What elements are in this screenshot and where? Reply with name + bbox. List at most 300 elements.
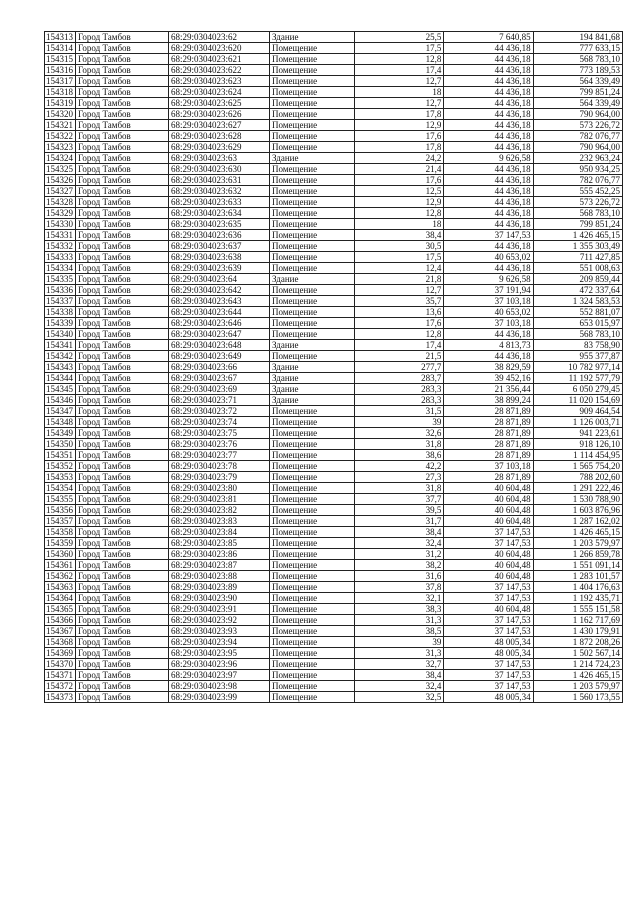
area-cell: 38,6 [355,450,444,461]
area-cell: 17,6 [355,175,444,186]
table-row [45,505,623,516]
cadastral-number-cell: 68:29:0304023:97 [169,670,270,681]
object-type-cell: Помещение [270,98,355,109]
row-number-cell: 154327 [45,186,76,197]
unit-value-cell: 48 005,34 [444,692,533,703]
object-type-cell: Помещение [270,428,355,439]
row-number-cell: 154326 [45,175,76,186]
area-cell: 17,5 [355,43,444,54]
locality-cell: Город Тамбов [76,626,169,637]
object-type-cell: Помещение [270,131,355,142]
row-number-cell: 154367 [45,626,76,637]
cadastral-number-cell: 68:29:0304023:91 [169,604,270,615]
table-row [45,296,623,307]
locality-cell: Город Тамбов [76,560,169,571]
area-cell: 31,2 [355,549,444,560]
area-cell: 21,8 [355,274,444,285]
unit-value-cell: 48 005,34 [444,637,533,648]
object-type-cell: Помещение [270,692,355,703]
cadastral-value-cell: 1 203 579,97 [533,538,622,549]
unit-value-cell: 40 604,48 [444,560,533,571]
row-number-cell: 154342 [45,351,76,362]
row-number-cell: 154368 [45,637,76,648]
cadastral-number-cell: 68:29:0304023:627 [169,120,270,131]
cadastral-value-cell: 1 355 303,49 [533,241,622,252]
object-type-cell: Помещение [270,208,355,219]
table-row [45,538,623,549]
object-type-cell: Помещение [270,230,355,241]
row-number-cell: 154333 [45,252,76,263]
object-type-cell: Помещение [270,593,355,604]
area-cell: 12,5 [355,186,444,197]
object-type-cell: Помещение [270,637,355,648]
cadastral-value-cell: 1 324 583,53 [533,296,622,307]
row-number-cell: 154319 [45,98,76,109]
unit-value-cell: 37 147,53 [444,626,533,637]
unit-value-cell: 28 871,89 [444,472,533,483]
table-row [45,230,623,241]
unit-value-cell: 44 436,18 [444,263,533,274]
cadastral-number-cell: 68:29:0304023:623 [169,76,270,87]
locality-cell: Город Тамбов [76,230,169,241]
locality-cell: Город Тамбов [76,483,169,494]
unit-value-cell: 44 436,18 [444,219,533,230]
unit-value-cell: 44 436,18 [444,54,533,65]
unit-value-cell: 37 147,53 [444,538,533,549]
table-row [45,406,623,417]
table-row [45,142,623,153]
cadastral-value-cell: 653 015,97 [533,318,622,329]
cadastral-number-cell: 68:29:0304023:75 [169,428,270,439]
object-type-cell: Помещение [270,439,355,450]
locality-cell: Город Тамбов [76,142,169,153]
unit-value-cell: 37 147,53 [444,615,533,626]
object-type-cell: Помещение [270,76,355,87]
unit-value-cell: 40 604,48 [444,483,533,494]
cadastral-value-cell: 568 783,10 [533,329,622,340]
row-number-cell: 154335 [45,274,76,285]
row-number-cell: 154313 [45,32,76,43]
table-row [45,164,623,175]
locality-cell: Город Тамбов [76,494,169,505]
cadastral-value-cell: 194 841,68 [533,32,622,43]
locality-cell: Город Тамбов [76,406,169,417]
locality-cell: Город Тамбов [76,32,169,43]
row-number-cell: 154337 [45,296,76,307]
cadastral-number-cell: 68:29:0304023:92 [169,615,270,626]
area-cell: 38,4 [355,527,444,538]
cadastral-number-cell: 68:29:0304023:86 [169,549,270,560]
cadastral-number-cell: 68:29:0304023:81 [169,494,270,505]
object-type-cell: Помещение [270,659,355,670]
table-row [45,582,623,593]
locality-cell: Город Тамбов [76,109,169,120]
locality-cell: Город Тамбов [76,351,169,362]
unit-value-cell: 37 147,53 [444,582,533,593]
locality-cell: Город Тамбов [76,43,169,54]
cadastral-number-cell: 68:29:0304023:74 [169,417,270,428]
cadastral-number-cell: 68:29:0304023:626 [169,109,270,120]
cadastral-number-cell: 68:29:0304023:63 [169,153,270,164]
area-cell: 13,6 [355,307,444,318]
cadastral-number-cell: 68:29:0304023:632 [169,186,270,197]
area-cell: 37,7 [355,494,444,505]
cadastral-number-cell: 68:29:0304023:637 [169,241,270,252]
locality-cell: Город Тамбов [76,604,169,615]
locality-cell: Город Тамбов [76,296,169,307]
row-number-cell: 154357 [45,516,76,527]
unit-value-cell: 44 436,18 [444,208,533,219]
area-cell: 17,6 [355,131,444,142]
area-cell: 283,7 [355,373,444,384]
locality-cell: Город Тамбов [76,637,169,648]
locality-cell: Город Тамбов [76,659,169,670]
area-cell: 18 [355,87,444,98]
row-number-cell: 154338 [45,307,76,318]
row-number-cell: 154356 [45,505,76,516]
table-row [45,428,623,439]
locality-cell: Город Тамбов [76,263,169,274]
unit-value-cell: 21 356,44 [444,384,533,395]
area-cell: 38,5 [355,626,444,637]
cadastral-value-cell: 1 555 151,58 [533,604,622,615]
table-row [45,373,623,384]
cadastral-value-cell: 782 076,77 [533,131,622,142]
row-number-cell: 154322 [45,131,76,142]
cadastral-value-cell: 1 565 754,20 [533,461,622,472]
object-type-cell: Помещение [270,197,355,208]
cadastral-number-cell: 68:29:0304023:631 [169,175,270,186]
object-type-cell: Здание [270,384,355,395]
unit-value-cell: 44 436,18 [444,109,533,120]
object-type-cell: Помещение [270,615,355,626]
row-number-cell: 154363 [45,582,76,593]
locality-cell: Город Тамбов [76,538,169,549]
area-cell: 12,7 [355,76,444,87]
object-type-cell: Здание [270,362,355,373]
row-number-cell: 154350 [45,439,76,450]
unit-value-cell: 39 452,16 [444,373,533,384]
locality-cell: Город Тамбов [76,197,169,208]
cadastral-number-cell: 68:29:0304023:83 [169,516,270,527]
unit-value-cell: 44 436,18 [444,241,533,252]
cadastral-number-cell: 68:29:0304023:94 [169,637,270,648]
cadastral-number-cell: 68:29:0304023:93 [169,626,270,637]
unit-value-cell: 37 103,18 [444,296,533,307]
unit-value-cell: 37 147,53 [444,681,533,692]
table-row [45,351,623,362]
cadastral-number-cell: 68:29:0304023:648 [169,340,270,351]
row-number-cell: 154320 [45,109,76,120]
area-cell: 31,3 [355,615,444,626]
cadastral-value-cell: 11 192 577,79 [533,373,622,384]
row-number-cell: 154360 [45,549,76,560]
area-cell: 25,5 [355,32,444,43]
object-type-cell: Здание [270,395,355,406]
cadastral-number-cell: 68:29:0304023:98 [169,681,270,692]
table-row [45,461,623,472]
cadastral-value-cell: 777 633,15 [533,43,622,54]
cadastral-number-cell: 68:29:0304023:646 [169,318,270,329]
cadastral-value-cell: 83 758,90 [533,340,622,351]
unit-value-cell: 28 871,89 [444,439,533,450]
cadastral-number-cell: 68:29:0304023:644 [169,307,270,318]
row-number-cell: 154339 [45,318,76,329]
cadastral-value-cell: 918 126,10 [533,439,622,450]
table-row [45,417,623,428]
table-row [45,659,623,670]
cadastral-number-cell: 68:29:0304023:635 [169,219,270,230]
cadastral-number-cell: 68:29:0304023:90 [169,593,270,604]
area-cell: 17,8 [355,109,444,120]
cadastral-value-cell: 564 339,49 [533,98,622,109]
object-type-cell: Помещение [270,252,355,263]
cadastral-number-cell: 68:29:0304023:638 [169,252,270,263]
locality-cell: Город Тамбов [76,571,169,582]
object-type-cell: Помещение [270,681,355,692]
area-cell: 17,4 [355,340,444,351]
cadastral-number-cell: 68:29:0304023:629 [169,142,270,153]
object-type-cell: Здание [270,32,355,43]
table-row [45,285,623,296]
cadastral-value-cell: 711 427,85 [533,252,622,263]
cadastral-value-cell: 10 782 977,14 [533,362,622,373]
table-row [45,307,623,318]
cadastral-number-cell: 68:29:0304023:84 [169,527,270,538]
locality-cell: Город Тамбов [76,395,169,406]
object-type-cell: Помещение [270,142,355,153]
table-row [45,175,623,186]
cadastral-value-cell: 232 963,24 [533,153,622,164]
cadastral-number-cell: 68:29:0304023:622 [169,65,270,76]
document-page [44,31,623,703]
locality-cell: Город Тамбов [76,329,169,340]
table-row [45,43,623,54]
locality-cell: Город Тамбов [76,516,169,527]
area-cell: 12,7 [355,285,444,296]
table-body [45,32,623,703]
cadastral-value-cell: 1 603 876,96 [533,505,622,516]
table-row [45,120,623,131]
row-number-cell: 154340 [45,329,76,340]
cadastral-value-cell: 1 203 579,97 [533,681,622,692]
locality-cell: Город Тамбов [76,274,169,285]
cadastral-number-cell: 68:29:0304023:71 [169,395,270,406]
object-type-cell: Помещение [270,307,355,318]
row-number-cell: 154323 [45,142,76,153]
row-number-cell: 154314 [45,43,76,54]
unit-value-cell: 28 871,89 [444,428,533,439]
cadastral-value-cell: 1 502 567,14 [533,648,622,659]
cadastral-number-cell: 68:29:0304023:625 [169,98,270,109]
unit-value-cell: 44 436,18 [444,175,533,186]
table-row [45,516,623,527]
locality-cell: Город Тамбов [76,76,169,87]
object-type-cell: Помещение [270,604,355,615]
object-type-cell: Здание [270,373,355,384]
table-row [45,593,623,604]
area-cell: 31,8 [355,439,444,450]
object-type-cell: Помещение [270,670,355,681]
locality-cell: Город Тамбов [76,692,169,703]
unit-value-cell: 9 626,58 [444,274,533,285]
unit-value-cell: 44 436,18 [444,98,533,109]
unit-value-cell: 37 147,53 [444,230,533,241]
cadastral-value-cell: 209 859,44 [533,274,622,285]
object-type-cell: Помещение [270,241,355,252]
row-number-cell: 154358 [45,527,76,538]
row-number-cell: 154362 [45,571,76,582]
cadastral-number-cell: 68:29:0304023:647 [169,329,270,340]
cadastral-value-cell: 1 430 179,91 [533,626,622,637]
cadastral-value-cell: 1 192 435,71 [533,593,622,604]
row-number-cell: 154325 [45,164,76,175]
cadastral-value-cell: 788 202,60 [533,472,622,483]
cadastral-value-cell: 773 189,53 [533,65,622,76]
table-row [45,604,623,615]
row-number-cell: 154373 [45,692,76,703]
unit-value-cell: 37 103,18 [444,461,533,472]
cadastral-number-cell: 68:29:0304023:642 [169,285,270,296]
row-number-cell: 154353 [45,472,76,483]
area-cell: 42,2 [355,461,444,472]
area-cell: 39 [355,417,444,428]
area-cell: 32,6 [355,428,444,439]
locality-cell: Город Тамбов [76,241,169,252]
locality-cell: Город Тамбов [76,670,169,681]
cadastral-value-cell: 1 872 208,26 [533,637,622,648]
cadastral-number-cell: 68:29:0304023:62 [169,32,270,43]
unit-value-cell: 40 604,48 [444,604,533,615]
locality-cell: Город Тамбов [76,384,169,395]
row-number-cell: 154344 [45,373,76,384]
area-cell: 35,7 [355,296,444,307]
area-cell: 38,4 [355,230,444,241]
table-row [45,131,623,142]
object-type-cell: Помещение [270,87,355,98]
locality-cell: Город Тамбов [76,87,169,98]
cadastral-value-cell: 1 404 176,63 [533,582,622,593]
area-cell: 39,5 [355,505,444,516]
unit-value-cell: 38 829,59 [444,362,533,373]
table-row [45,109,623,120]
unit-value-cell: 44 436,18 [444,351,533,362]
object-type-cell: Помещение [270,582,355,593]
area-cell: 38,4 [355,670,444,681]
locality-cell: Город Тамбов [76,186,169,197]
table-row [45,219,623,230]
cadastral-number-cell: 68:29:0304023:624 [169,87,270,98]
row-number-cell: 154318 [45,87,76,98]
table-row [45,615,623,626]
locality-cell: Город Тамбов [76,362,169,373]
cadastral-number-cell: 68:29:0304023:77 [169,450,270,461]
object-type-cell: Помещение [270,351,355,362]
table-row [45,494,623,505]
area-cell: 39 [355,637,444,648]
locality-cell: Город Тамбов [76,417,169,428]
unit-value-cell: 40 653,02 [444,252,533,263]
locality-cell: Город Тамбов [76,175,169,186]
object-type-cell: Здание [270,153,355,164]
area-cell: 21,5 [355,351,444,362]
object-type-cell: Помещение [270,450,355,461]
cadastral-number-cell: 68:29:0304023:79 [169,472,270,483]
row-number-cell: 154330 [45,219,76,230]
locality-cell: Город Тамбов [76,318,169,329]
row-number-cell: 154372 [45,681,76,692]
cadastral-value-cell: 564 339,49 [533,76,622,87]
table-row [45,681,623,692]
object-type-cell: Помещение [270,483,355,494]
object-type-cell: Помещение [270,285,355,296]
area-cell: 277,7 [355,362,444,373]
area-cell: 27,3 [355,472,444,483]
unit-value-cell: 37 103,18 [444,318,533,329]
cadastral-number-cell: 68:29:0304023:95 [169,648,270,659]
table-row [45,670,623,681]
unit-value-cell: 9 626,58 [444,153,533,164]
cadastral-number-cell: 68:29:0304023:88 [169,571,270,582]
area-cell: 17,6 [355,318,444,329]
cadastral-number-cell: 68:29:0304023:69 [169,384,270,395]
table-row [45,54,623,65]
locality-cell: Город Тамбов [76,307,169,318]
area-cell: 24,2 [355,153,444,164]
row-number-cell: 154355 [45,494,76,505]
object-type-cell: Здание [270,340,355,351]
cadastral-value-cell: 552 881,07 [533,307,622,318]
object-type-cell: Помещение [270,505,355,516]
row-number-cell: 154321 [45,120,76,131]
cadastral-number-cell: 68:29:0304023:649 [169,351,270,362]
cadastral-value-cell: 551 008,63 [533,263,622,274]
row-number-cell: 154317 [45,76,76,87]
row-number-cell: 154332 [45,241,76,252]
locality-cell: Город Тамбов [76,681,169,692]
unit-value-cell: 28 871,89 [444,406,533,417]
locality-cell: Город Тамбов [76,252,169,263]
object-type-cell: Помещение [270,43,355,54]
locality-cell: Город Тамбов [76,648,169,659]
table-row [45,384,623,395]
cadastral-number-cell: 68:29:0304023:633 [169,197,270,208]
table-row [45,329,623,340]
cadastral-number-cell: 68:29:0304023:89 [169,582,270,593]
cadastral-number-cell: 68:29:0304023:76 [169,439,270,450]
unit-value-cell: 40 604,48 [444,549,533,560]
row-number-cell: 154343 [45,362,76,373]
area-cell: 32,1 [355,593,444,604]
cadastral-value-cell: 955 377,87 [533,351,622,362]
cadastral-value-cell: 6 050 279,45 [533,384,622,395]
unit-value-cell: 44 436,18 [444,87,533,98]
cadastral-value-cell: 1 530 788,90 [533,494,622,505]
cadastral-value-cell: 799 851,24 [533,87,622,98]
row-number-cell: 154346 [45,395,76,406]
cadastral-number-cell: 68:29:0304023:72 [169,406,270,417]
area-cell: 31,5 [355,406,444,417]
object-type-cell: Помещение [270,648,355,659]
table-row [45,626,623,637]
cadastral-number-cell: 68:29:0304023:639 [169,263,270,274]
cadastral-number-cell: 68:29:0304023:82 [169,505,270,516]
cadastral-number-cell: 68:29:0304023:630 [169,164,270,175]
row-number-cell: 154366 [45,615,76,626]
area-cell: 12,9 [355,197,444,208]
area-cell: 12,8 [355,329,444,340]
area-cell: 17,4 [355,65,444,76]
